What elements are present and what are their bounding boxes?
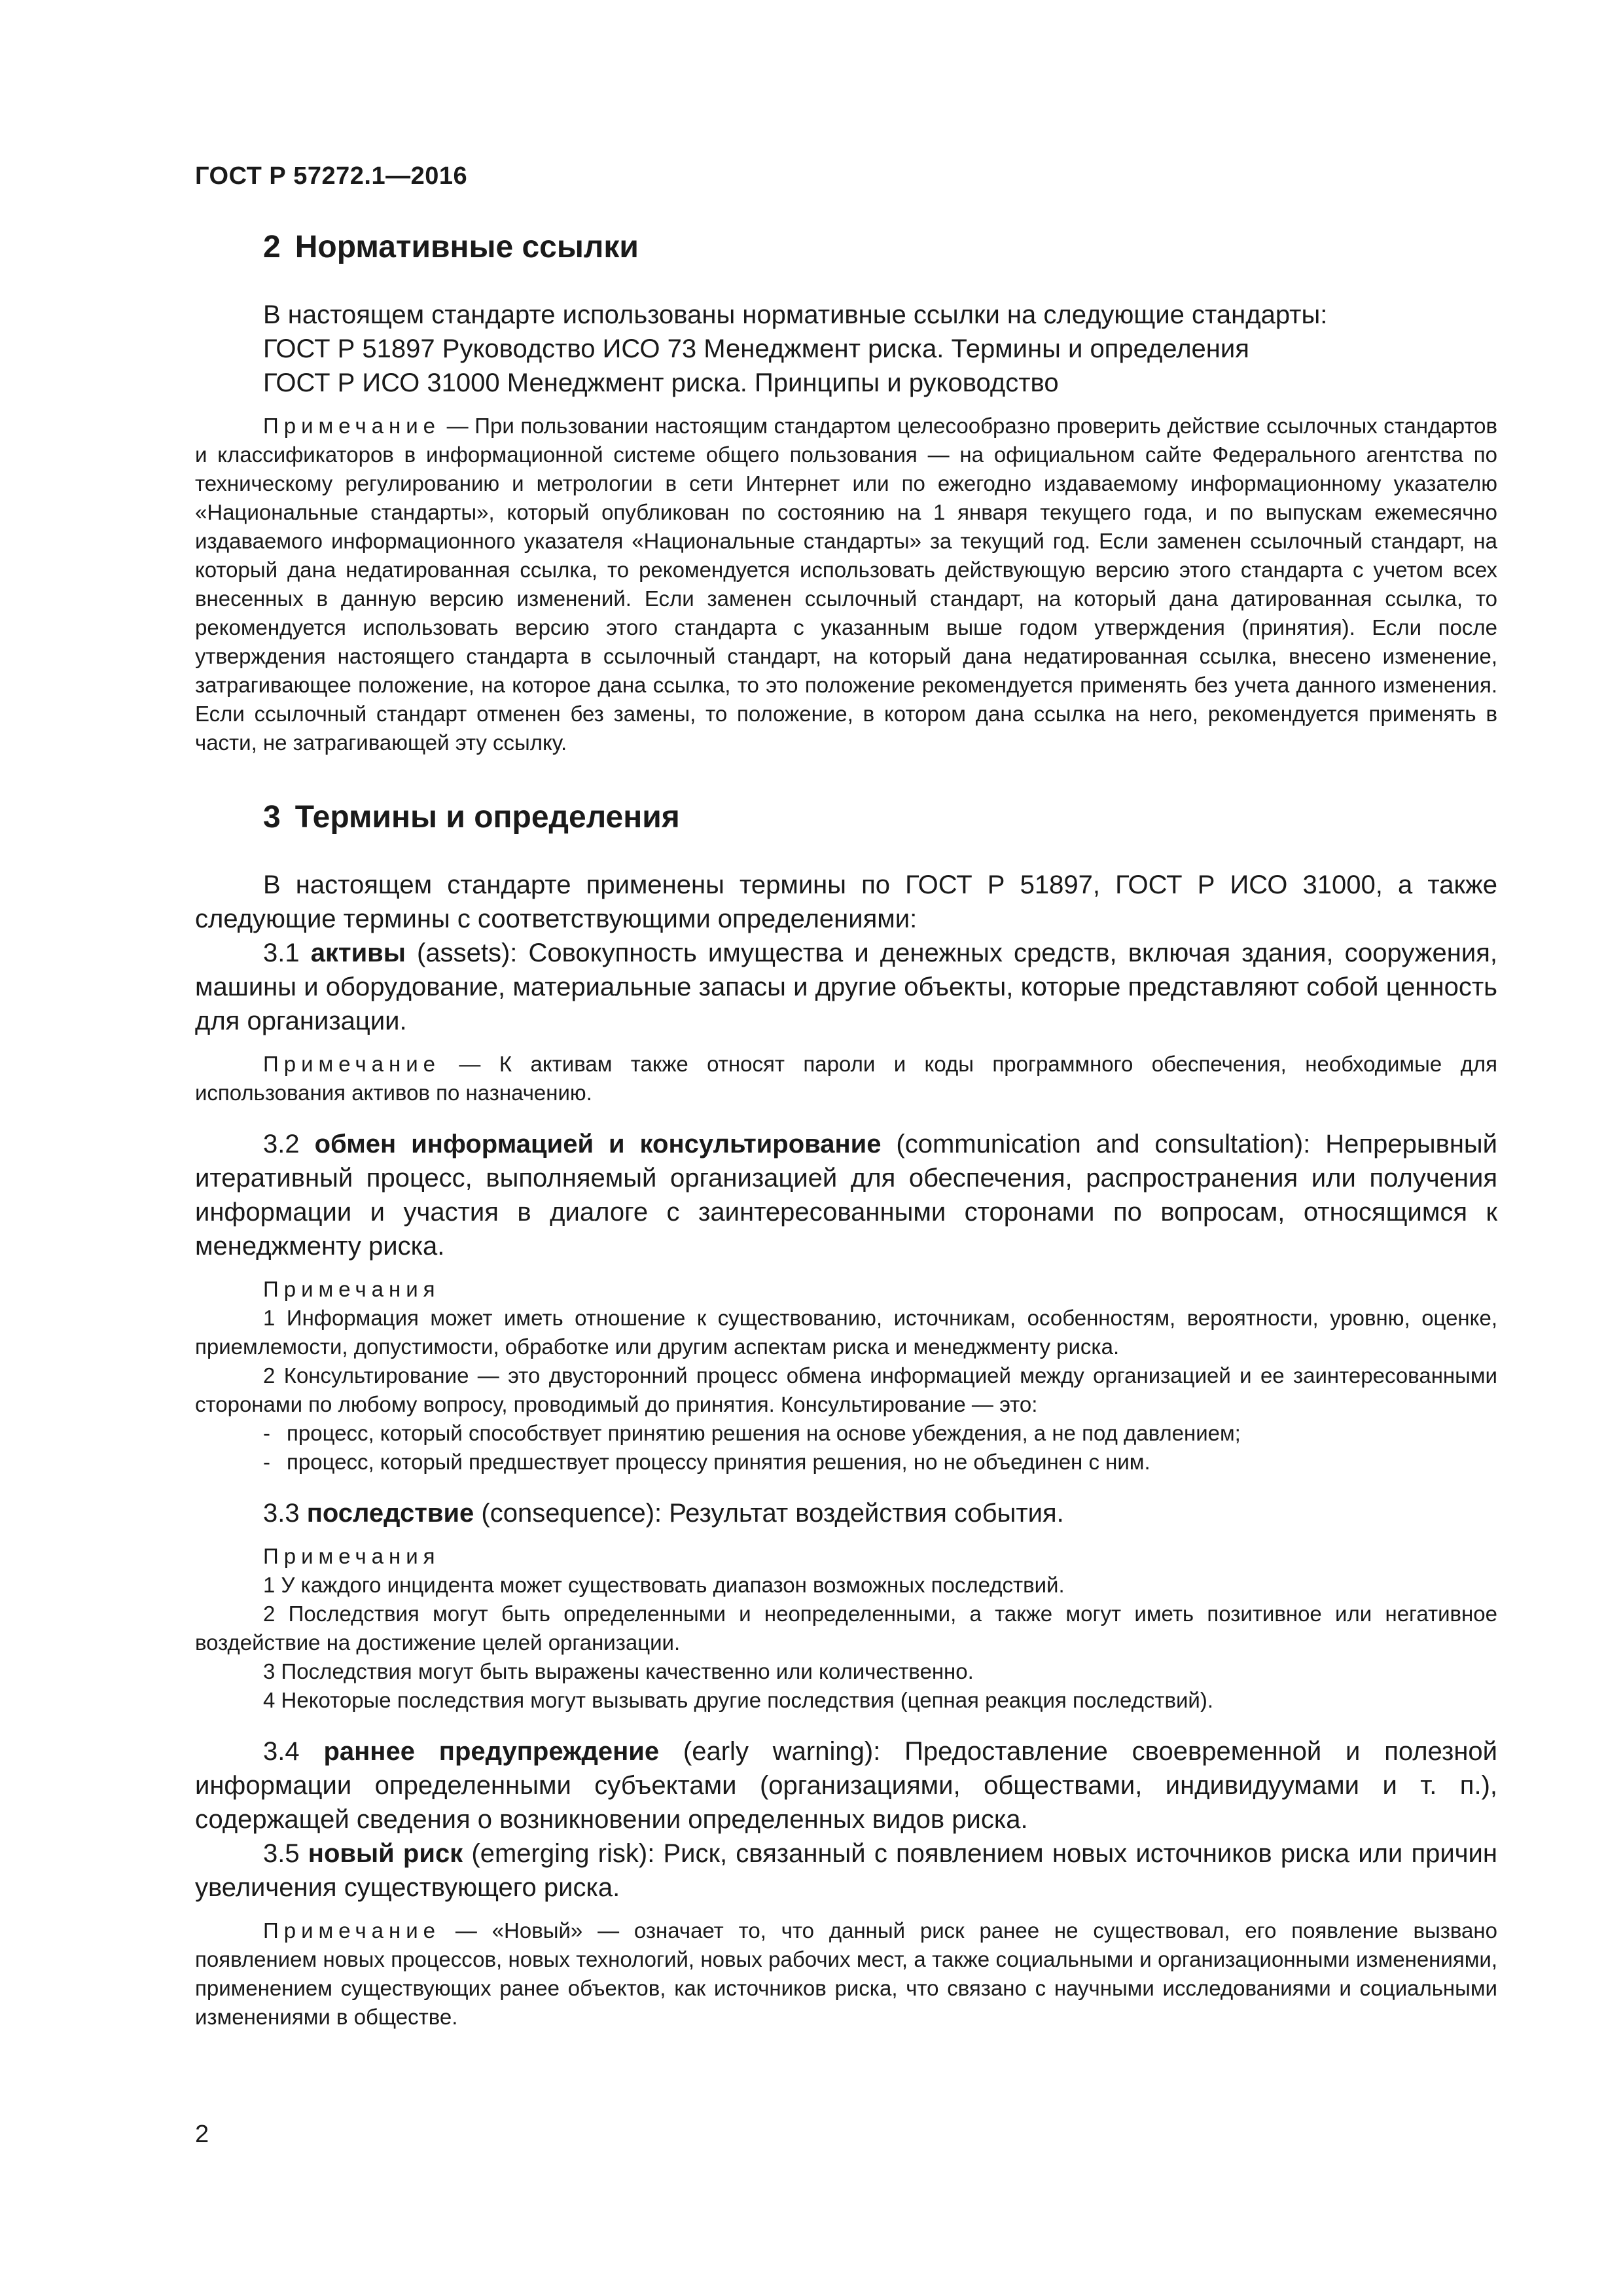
note-label: Примечание [263,1052,441,1077]
term-3-1-note [195,1050,1497,1107]
section-title: Термины и определения [294,800,680,835]
note-item: 4 Некоторые последствия могут вызывать другие последствия (цепная реакция последствий). [263,1688,1213,1713]
term-3-3 [195,1496,1497,1530]
dash-item: - процесс, который предшествует процессу принятия решения, но не объединен с ним. [263,1450,1150,1475]
document-header: ГОСТ Р 57272.1—2016 [195,162,468,190]
term-name: последствие [306,1499,474,1528]
section-2-refs [195,298,1497,400]
term-definition: (assets): Совокупность имущества и денежных средств, включая здания, сооружения, машины и оборудование, материальные запасы и другие объекты, которые представляют собой ценность для организации. [195,939,1497,1036]
section-2-note [195,412,1497,757]
note-text: — «Новый» — означает то, что данный риск ранее не существовал, его появление вызвано появлением новых процессов, новых технологий, новых рабочих мест, а также социальными и организационными изменениями, применением существующих ранее объектов, как источников риска, что связано с научными исследованиями и социальными изменениями в обществе. [195,1918,1497,2030]
section-2-heading [263,229,1497,265]
note-item: 2 Консультирование — это двусторонний процесс обмена информацией между организацией и ее заинтересованными сторонами по любому вопросу, проводимый до принятия. Консультирование — это: [195,1363,1497,1417]
term-3-5-note [195,1916,1497,2032]
notes-label: Примечания [263,1544,440,1569]
section-number: 3 [263,800,281,835]
section-3-heading [263,799,1497,835]
note-item: 2 Последствия могут быть определенными и неопределенными, а также могут иметь позитивное или негативное воздействие на достижение целей организации. [195,1602,1497,1655]
note-item: 3 Последствия могут быть выражены качественно или количественно. [263,1659,974,1684]
reference-item: ГОСТ Р 51897 Руководство ИСО 73 Менеджмент риска. Термины и определения [263,334,1249,364]
term-definition: (early warning): Предоставление своевременной и полезной информации определенными субъектами (организациями, обществами, индивидуумами и т. п.), содержащей сведения о возникновении определенных видов риска. [195,1737,1497,1835]
dash-item: - процесс, который способствует принятию решения на основе убеждения, а не под давлением; [263,1421,1241,1446]
notes-label: Примечания [263,1277,440,1302]
page-number: 2 [195,2121,209,2148]
term-3-2 [195,1127,1497,1263]
note-label: Примечание [263,414,441,439]
dash-text: процесс, который способствует принятию решения на основе убеждения, а не под давлением; [287,1421,1241,1446]
term-definition: (emerging risk): Риск, связанный с появлением новых источников риска или причин увеличения существующего риска. [195,1839,1497,1903]
page-content [195,229,1497,2032]
section-number: 2 [263,230,281,264]
section-title: Нормативные ссылки [294,230,639,264]
term-number: 3.5 [263,1839,300,1869]
section-3-intro: В настоящем стандарте применены термины по ГОСТ Р 51897, ГОСТ Р ИСО 31000, а также следующие термины с соответствующими определениями: [195,870,1497,934]
term-3-5 [195,1837,1497,1905]
term-name: новый риск [308,1839,463,1869]
note-label: Примечание [263,1918,441,1943]
section-2-intro: В настоящем стандарте использованы нормативные ссылки на следующие стандарты: [263,300,1328,330]
term-name: раннее предупреждение [323,1737,660,1767]
note-text: — При пользовании настоящим стандартом целесообразно проверить действие ссылочных стандартов и классификаторов в информационной системе общего пользования — на официальном сайте Федерального агентства по техническому регулированию и метрологии в сети Интернет или по ежегодно издаваемому информационному указателю «Национальные стандарты», который опубликован по состоянию на 1 января текущего года, и по выпускам ежемесячно издаваемого информационного указателя «Национальные стандарты» за текущий год. Если заменен ссылочный стандарт, на который дана недатированная ссылка, то рекомендуется использовать действующую версию этого стандарта с учетом всех внесенных в данную версию изменений. Если заменен ссылочный стандарт, на который дана датированная ссылка, то рекомендуется использовать версию этого стандарта с указанным выше годом утверждения (принятия). Если после утверждения настоящего стандарта в ссылочный стандарт, на который дана недатированная ссылка, внесено изменение, затрагивающее положение, на которое дана ссылка, то это положение рекомендуется применять без учета данного изменения. Если ссылочный стандарт отменен без замены, то положение, в котором дана ссылка на него, рекомендуется применять в части, не затрагивающей эту ссылку. [195,414,1497,755]
dash-text: процесс, который предшествует процессу принятия решения, но не объединен с ним. [287,1450,1150,1475]
note-text: — К активам также относят пароли и коды программного обеспечения, необходимые для использования активов по назначению. [195,1052,1497,1105]
term-name: активы [310,939,406,968]
term-3-1 [195,936,1497,1038]
term-3-4 [195,1734,1497,1837]
term-name: обмен информацией и консультирование [314,1130,882,1159]
term-number: 3.4 [263,1737,300,1767]
term-number: 3.3 [263,1499,300,1528]
term-definition: (consequence): Результат воздействия события. [474,1499,1064,1528]
term-number: 3.1 [263,939,300,968]
reference-item: ГОСТ Р ИСО 31000 Менеджмент риска. Принципы и руководство [263,368,1059,398]
note-item: 1 Информация может иметь отношение к существованию, источникам, особенностям, вероятности, уровню, оценке, приемлемости, допустимости, обработке или другим аспектам риска и менеджменту риска. [195,1306,1497,1359]
term-number: 3.2 [263,1130,300,1159]
term-definition: (communication and consultation): Непрерывный итеративный процесс, выполняемый организацией для обеспечения, распространения или получения информации и участия в диалоге с заинтересованными сторонами по вопросам, относящимся к менеджменту риска. [195,1130,1497,1261]
note-item: 1 У каждого инцидента может существовать диапазон возможных последствий. [263,1573,1065,1598]
